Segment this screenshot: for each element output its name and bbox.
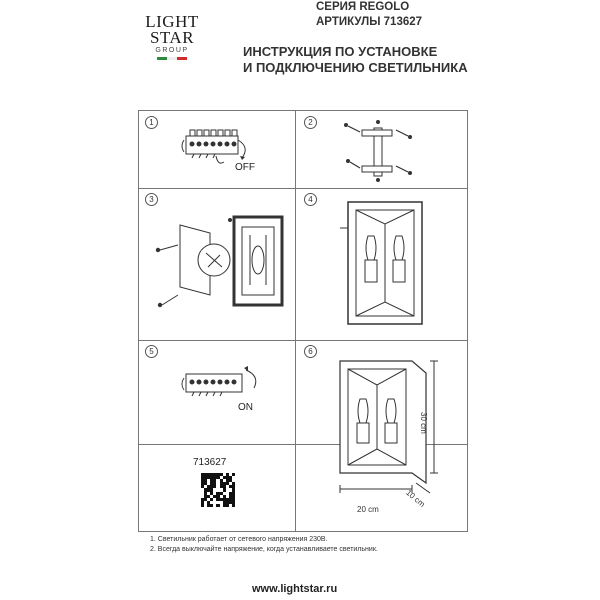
- step-number: 4: [304, 193, 317, 206]
- article-number: АРТИКУЛЫ 713627: [316, 16, 423, 28]
- document-title: [243, 44, 468, 76]
- height-dimension: 30 cm: [419, 412, 428, 434]
- italian-flag-icon: [142, 57, 202, 60]
- title-line-2: И ПОДКЛЮЧЕНИЮ СВЕТИЛЬНИКА: [243, 60, 468, 75]
- note-line: 2. Всегда выключайте напряжение, когда устанавливаете светильник.: [150, 546, 378, 553]
- product-code: 713627: [193, 457, 227, 468]
- grid-divider: [138, 188, 468, 189]
- notes: [150, 535, 378, 555]
- step-number: 5: [145, 345, 158, 358]
- footer-url: www.lightstar.ru: [252, 583, 338, 595]
- step-number: 1: [145, 116, 158, 129]
- step-number: 2: [304, 116, 317, 129]
- series-name: СЕРИЯ REGOLO: [316, 1, 410, 13]
- switch-on-label: ON: [238, 402, 253, 413]
- fixture-mounting-illustration: [150, 205, 290, 320]
- logo-line-1: LIGHT: [145, 12, 199, 31]
- brand-logo: [142, 14, 202, 60]
- step-number: 3: [145, 193, 158, 206]
- grid-divider: [138, 340, 468, 341]
- note-line: 1. Светильник работает от сетевого напряжения 230В.: [150, 536, 328, 543]
- grid-divider: [295, 110, 296, 532]
- qr-code-icon: [201, 473, 235, 507]
- mounting-bracket-illustration: [340, 118, 420, 184]
- fixture-front-illustration: [340, 198, 430, 328]
- logo-line-2: STAR: [149, 28, 195, 47]
- step-number: 6: [304, 345, 317, 358]
- title-line-1: ИНСТРУКЦИЯ ПО УСТАНОВКЕ: [243, 44, 438, 59]
- width-dimension: 20 cm: [357, 505, 379, 514]
- logo-line-3: GROUP: [155, 47, 189, 54]
- terminal-block-on-illustration: [180, 360, 270, 415]
- switch-off-label: OFF: [235, 162, 255, 173]
- depth-dimension: 10 cm: [404, 488, 427, 509]
